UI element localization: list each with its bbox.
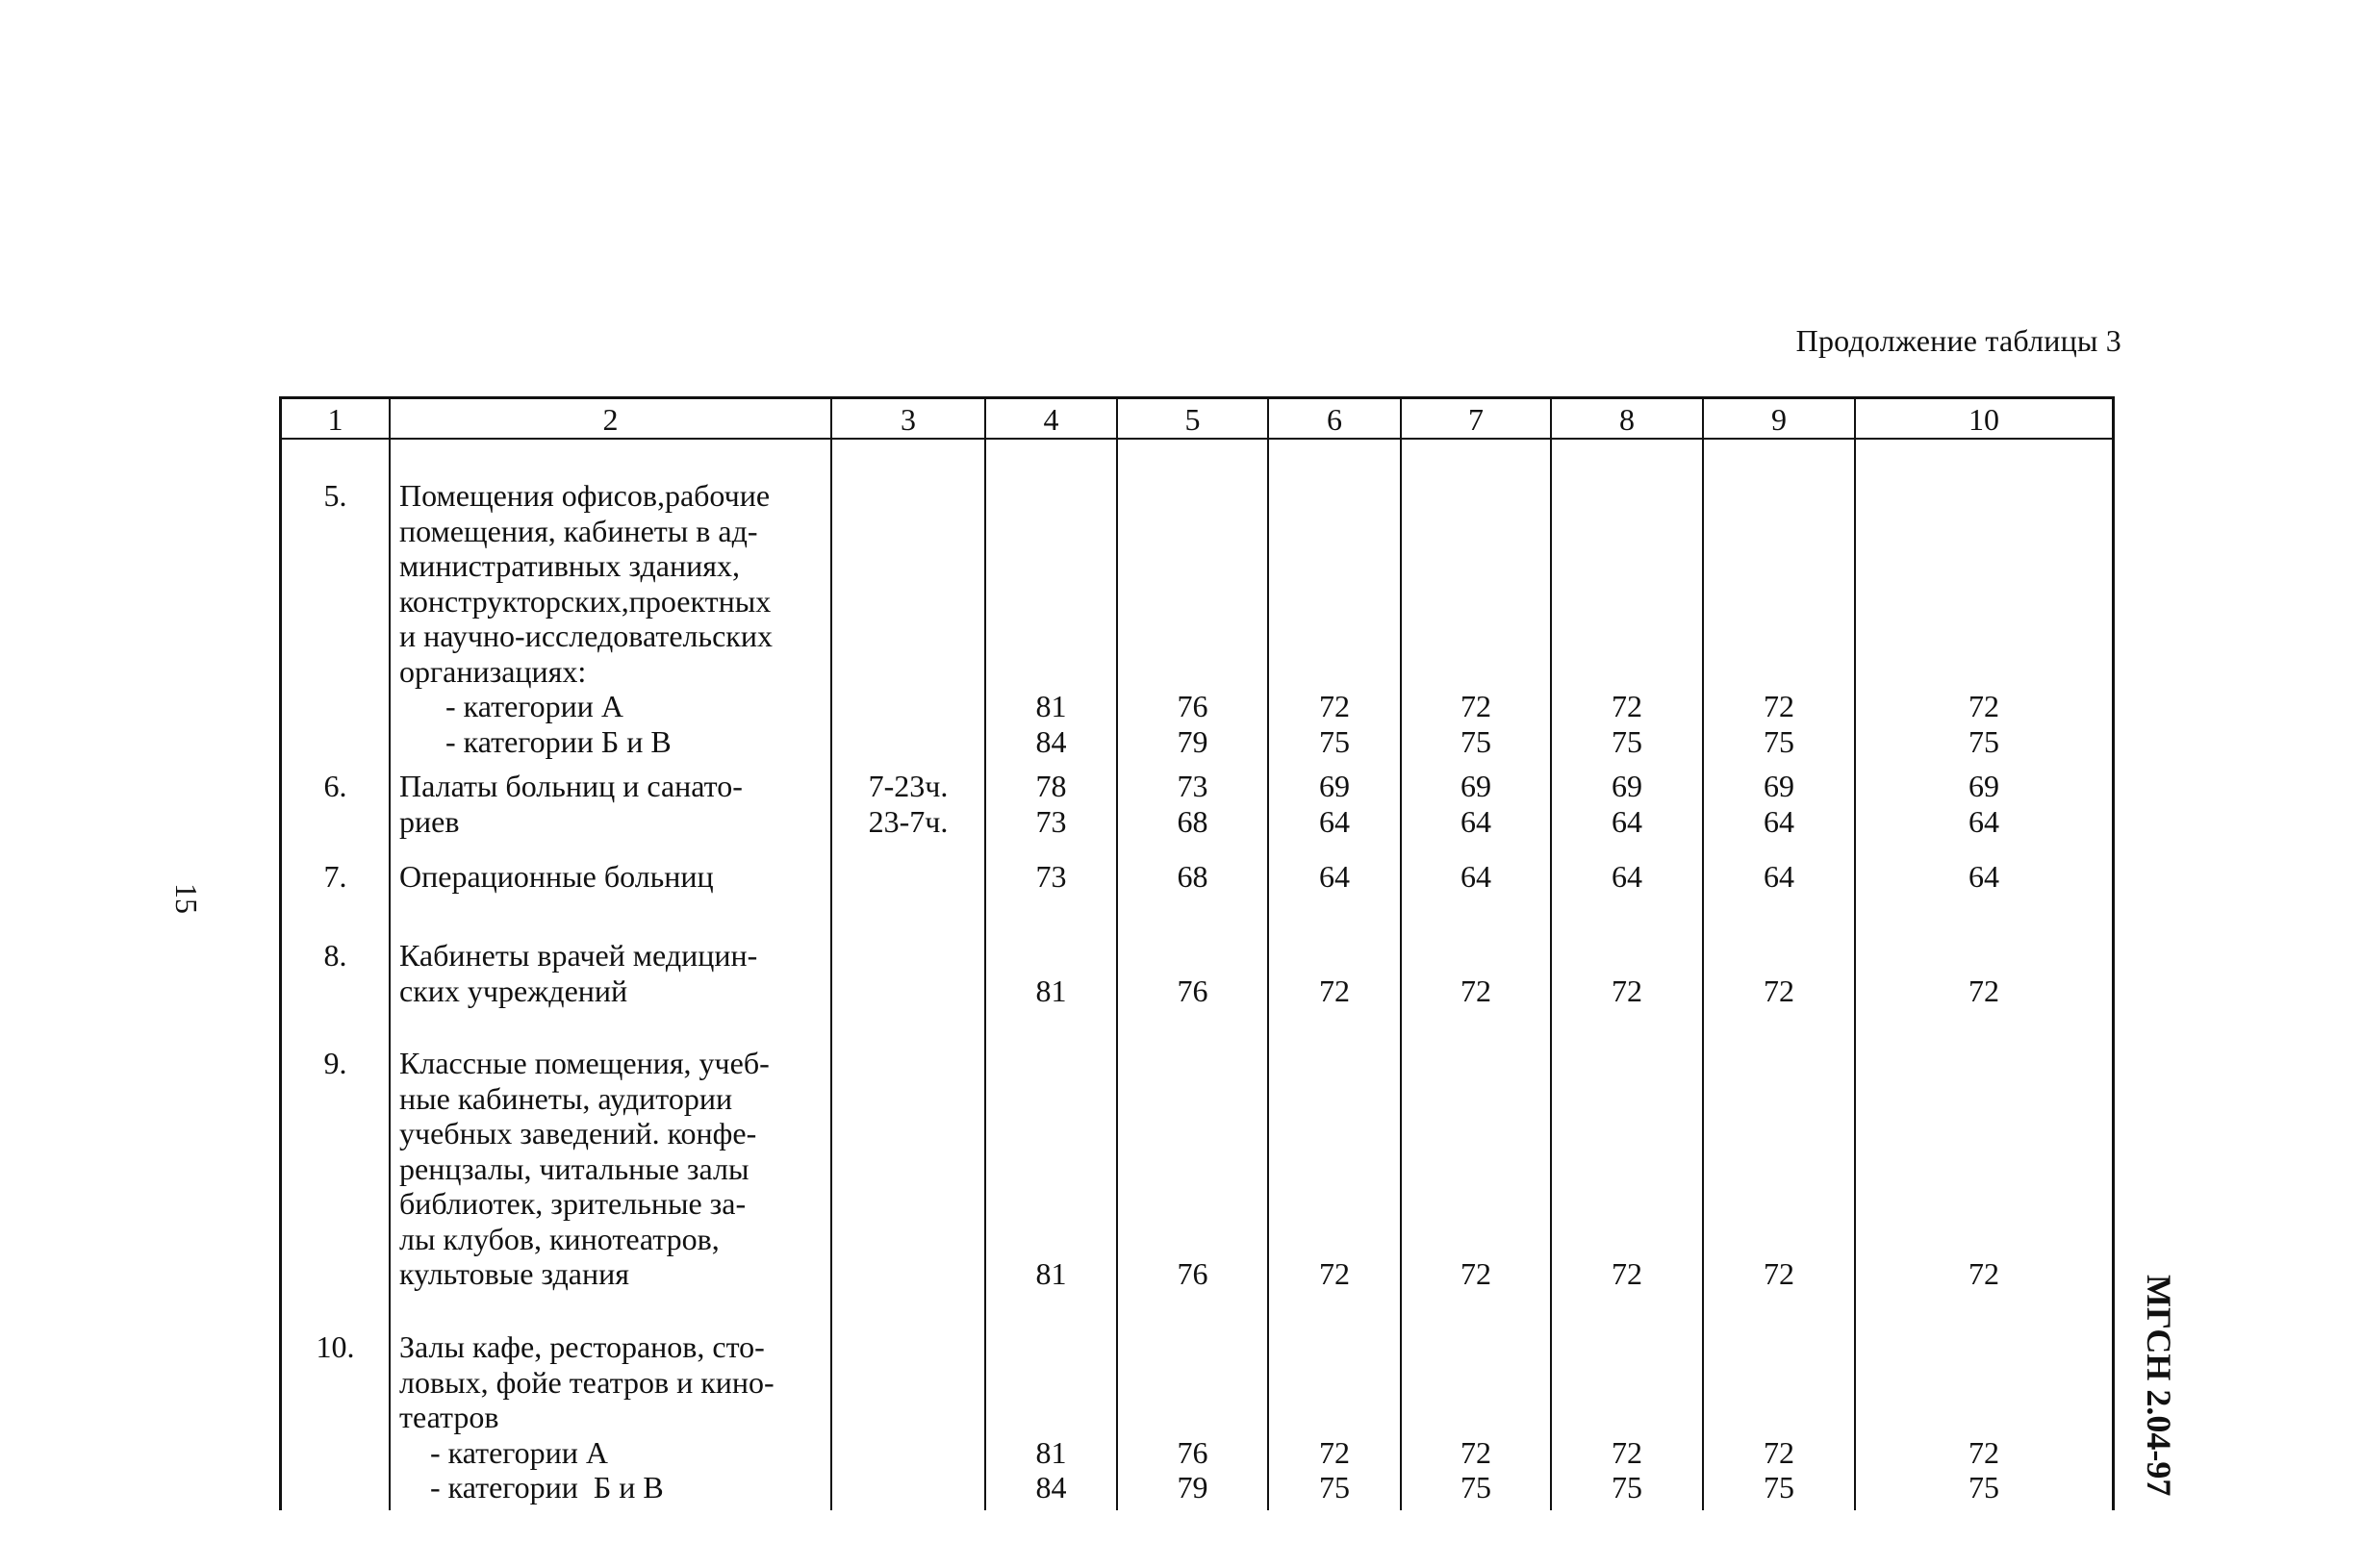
- value-cell: 76: [1177, 1434, 1208, 1470]
- value-cell: 68: [1177, 803, 1208, 839]
- noise-limits-table: [279, 396, 2115, 1510]
- row-label-line: Помещения офисов,рабочие: [399, 478, 771, 513]
- column-header: 7: [1468, 402, 1484, 437]
- value-cell: 72: [1968, 1434, 1999, 1470]
- value-cell: 72: [1968, 689, 1999, 723]
- value-cell: 64: [1764, 859, 1794, 894]
- value-cell: 64: [1764, 803, 1794, 839]
- value-cell: 72: [1612, 1434, 1642, 1470]
- value-cell: 75: [1764, 723, 1794, 759]
- value-cell: 79: [1177, 1470, 1208, 1505]
- value-cell: 72: [1764, 973, 1794, 1008]
- value-cell: 75: [1612, 1470, 1642, 1505]
- value-cell: 75: [1968, 723, 1999, 759]
- value-cell: 72: [1764, 1256, 1794, 1291]
- value-cell: 73: [1035, 859, 1067, 894]
- value-cell: 73: [1177, 769, 1208, 803]
- value-cell: 75: [1460, 723, 1491, 759]
- value-cell: 64: [1460, 803, 1491, 839]
- value-cell: 76: [1177, 1256, 1208, 1291]
- column-header: 10: [1968, 402, 1999, 437]
- value-cell: 75: [1764, 1470, 1794, 1505]
- column-divider: [830, 399, 832, 1510]
- row-label-line: помещения, кабинеты в ад-: [399, 513, 758, 548]
- value-cell: 72: [1460, 689, 1491, 723]
- header-divider: [282, 438, 2112, 440]
- value-cell: 72: [1612, 973, 1642, 1008]
- row-label-line: Палаты больниц и санато-: [399, 769, 743, 803]
- page-number: 15: [169, 883, 204, 914]
- row-label-line: Классные помещения, учеб-: [399, 1046, 770, 1080]
- row-label-line: ренцзалы, читальные залы: [399, 1151, 749, 1186]
- value-cell: 75: [1319, 723, 1350, 759]
- table-caption: Продолжение таблицы 3: [1795, 323, 2121, 358]
- row-label-line: организациях:: [399, 653, 587, 689]
- value-cell: 78: [1035, 769, 1067, 803]
- value-cell: 72: [1460, 973, 1491, 1008]
- row-label-line: - категории Б и В: [399, 723, 672, 759]
- value-cell: 72: [1968, 973, 1999, 1008]
- column-divider: [984, 399, 986, 1510]
- row-number: 5.: [323, 478, 347, 513]
- value-cell: 84: [1035, 723, 1067, 759]
- row-label-line: Операционные больниц: [399, 859, 714, 894]
- value-cell: 72: [1460, 1256, 1491, 1291]
- row-label-line: министративных зданиях,: [399, 548, 740, 583]
- value-cell: 76: [1177, 689, 1208, 723]
- column-divider: [1854, 399, 1856, 1510]
- row-number: 7.: [323, 859, 347, 894]
- row-label-line: и научно-исследовательских: [399, 619, 773, 653]
- value-cell: 72: [1460, 1434, 1491, 1470]
- row-label-line: Залы кафе, ресторанов, сто-: [399, 1329, 765, 1364]
- column-divider: [1400, 399, 1402, 1510]
- column-header: 6: [1327, 402, 1342, 437]
- value-cell: 69: [1612, 769, 1642, 803]
- value-cell: 72: [1612, 689, 1642, 723]
- value-cell: 64: [1319, 859, 1350, 894]
- value-cell: 81: [1035, 1434, 1067, 1470]
- column-divider: [1702, 399, 1704, 1510]
- row-label-line: ских учреждений: [399, 973, 628, 1008]
- column-header: 8: [1619, 402, 1635, 437]
- value-cell: 72: [1319, 1434, 1350, 1470]
- column-header: 2: [602, 402, 619, 437]
- value-cell: 64: [1612, 859, 1642, 894]
- value-cell: 73: [1035, 803, 1067, 839]
- row-label-line: ные кабинеты, аудитории: [399, 1080, 733, 1116]
- row-label-line: лы клубов, кинотеатров,: [399, 1221, 720, 1256]
- value-cell: 75: [1612, 723, 1642, 759]
- row-label-line: Кабинеты врачей медицин-: [399, 938, 758, 973]
- value-cell: 72: [1764, 1434, 1794, 1470]
- value-cell: 64: [1319, 803, 1350, 839]
- value-cell: 72: [1968, 1256, 1999, 1291]
- value-cell: 75: [1460, 1470, 1491, 1505]
- row-number: 9.: [323, 1046, 347, 1080]
- row-number: 6.: [323, 769, 347, 803]
- row-label-line: библиотек, зрительные за-: [399, 1186, 747, 1221]
- row-label-line: конструкторских,проектных: [399, 583, 772, 619]
- column-header: 3: [901, 402, 916, 437]
- row-number: 10.: [316, 1329, 355, 1364]
- value-cell: 72: [1319, 973, 1350, 1008]
- value-cell: 84: [1035, 1470, 1067, 1505]
- value-cell: 69: [1319, 769, 1350, 803]
- value-cell: 72: [1319, 1256, 1350, 1291]
- row-label-line: риев: [399, 803, 460, 839]
- document-code: МГСН 2.04-97: [2140, 1275, 2178, 1497]
- row-label-line: культовые здания: [399, 1256, 629, 1291]
- column-divider: [1550, 399, 1552, 1510]
- value-cell: 69: [1460, 769, 1491, 803]
- column-header: 9: [1771, 402, 1787, 437]
- value-cell: 81: [1035, 1256, 1067, 1291]
- column-divider: [1267, 399, 1269, 1510]
- value-cell: 79: [1177, 723, 1208, 759]
- column-divider: [389, 399, 391, 1510]
- value-cell: 72: [1612, 1256, 1642, 1291]
- value-cell: 81: [1035, 973, 1067, 1008]
- value-cell: 64: [1968, 859, 1999, 894]
- value-cell: 64: [1612, 803, 1642, 839]
- value-cell: 76: [1177, 973, 1208, 1008]
- row-label-line: - категории Б и В: [399, 1470, 664, 1505]
- time-period: 7-23ч.: [868, 769, 949, 803]
- time-period: 23-7ч.: [868, 803, 949, 839]
- row-label-line: - категории А: [399, 689, 623, 723]
- value-cell: 75: [1968, 1470, 1999, 1505]
- column-divider: [1116, 399, 1118, 1510]
- value-cell: 72: [1319, 689, 1350, 723]
- row-label-line: учебных заведений. конфе-: [399, 1116, 757, 1151]
- column-header: 4: [1043, 402, 1059, 437]
- row-label-line: - категории А: [399, 1434, 608, 1470]
- row-number: 8.: [323, 938, 347, 973]
- column-header: 1: [327, 402, 343, 437]
- column-header: 5: [1184, 402, 1201, 437]
- value-cell: 81: [1035, 689, 1067, 723]
- row-label-line: ловых, фойе театров и кино-: [399, 1364, 775, 1400]
- value-cell: 69: [1764, 769, 1794, 803]
- value-cell: 64: [1460, 859, 1491, 894]
- value-cell: 72: [1764, 689, 1794, 723]
- value-cell: 69: [1968, 769, 1999, 803]
- row-label-line: театров: [399, 1400, 499, 1434]
- value-cell: 68: [1177, 859, 1208, 894]
- value-cell: 75: [1319, 1470, 1350, 1505]
- value-cell: 64: [1968, 803, 1999, 839]
